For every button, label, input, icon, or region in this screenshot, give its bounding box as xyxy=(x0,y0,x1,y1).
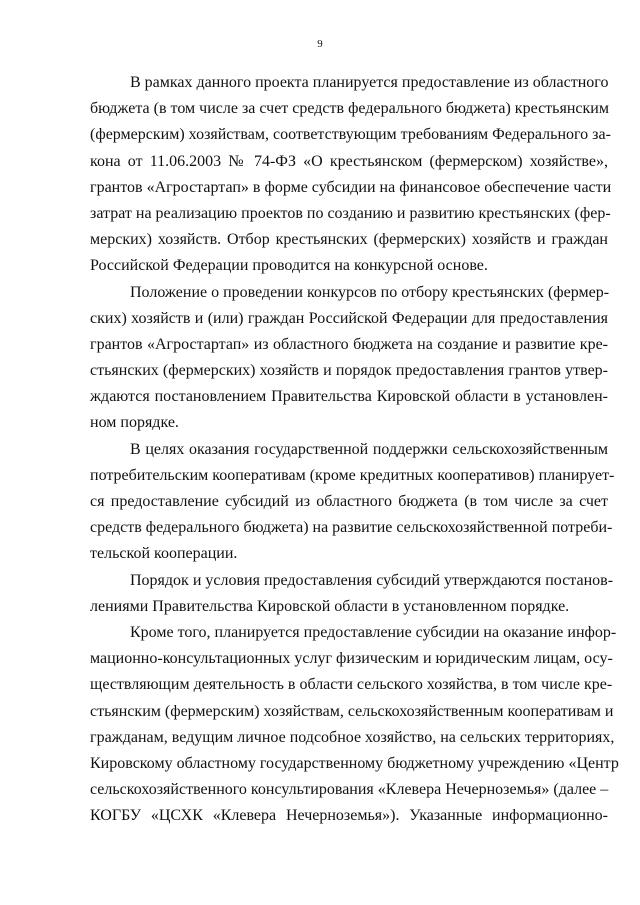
text-line: ждаются постановлением Правительства Кировской области в установлен- xyxy=(90,388,608,406)
paragraph xyxy=(90,620,619,830)
paragraph xyxy=(90,70,612,280)
text-line: В рамках данного проекта планируется предоставление из областного xyxy=(130,74,609,91)
text-line: стьянским (фермерским) хозяйствам, сельскохозяйственным кооперативам и xyxy=(90,702,614,720)
text-line: стьянских (фермерских) хозяйств и порядок предоставления грантов утвер- xyxy=(90,362,608,380)
text-line: В целях оказания государственной поддержки сельскохозяйственным xyxy=(130,440,608,458)
text-line: Кировскому областному государственному бюджетному учреждению «Центр xyxy=(90,754,619,772)
text-line: Российской Федерации проводится на конкурсной основе. xyxy=(90,257,488,275)
text-line: (фермерским) хозяйствам, соответствующим требованиям Федерального за- xyxy=(90,126,611,144)
paragraph xyxy=(90,437,615,568)
text-line: гражданам, ведущим личное подсобное хозяйство, на сельских территориях, xyxy=(90,728,615,746)
text-line: Порядок и условия предоставления субсидий утверждаются постанов- xyxy=(130,571,614,589)
text-line: грантов «Агростартап» в форме субсидии на финансовое обеспечение части xyxy=(90,178,612,196)
page-number: 9 xyxy=(317,38,323,50)
text-line: грантов «Агростартап» из областного бюджета на создание и развитие кре- xyxy=(90,335,608,353)
text-line: мерских) хозяйств. Отбор крестьянских (фермерских) хозяйств и граждан xyxy=(90,231,608,249)
text-line: лениями Правительства Кировской области в установленном порядке. xyxy=(90,597,570,615)
text-line: КОГБУ «ЦСХК «Клевера Нечерноземья»). Указанные информационно- xyxy=(90,807,608,825)
text-line: Положение о проведении конкурсов по отбору крестьянских (фермер- xyxy=(130,283,610,301)
text-line: тельской кооперации. xyxy=(90,545,238,563)
text-line: мационно-консультационных услуг физическим и юридическим лицам, осу- xyxy=(90,650,613,668)
text-line: потребительским кооперативам (кроме кредитных кооперативов) планирует- xyxy=(90,466,615,484)
text-line: кона от 11.06.2003 № 74-ФЗ «О крестьянском (фермерском) хозяйстве», xyxy=(90,152,608,170)
text-line: ских) хозяйств и (или) граждан Российской Федерации для предоставления xyxy=(90,309,608,327)
text-line: бюджета (в том числе за счет средств федерального бюджета) крестьянским xyxy=(90,100,609,118)
paragraph xyxy=(90,568,614,620)
text-line: средств федерального бюджета) на развитие сельскохозяйственной потреби- xyxy=(90,519,613,537)
text-line: Кроме того, планируется предоставление субсидии на оказание инфор- xyxy=(130,623,617,641)
paragraph xyxy=(90,280,608,437)
text-line: ся предоставление субсидий из областного бюджета (в том числе за счет xyxy=(90,493,608,510)
text-line: ном порядке. xyxy=(90,414,179,432)
text-line: ществляющим деятельность в области сельского хозяйства, в том числе кре- xyxy=(90,676,613,694)
text-line: сельскохозяйственного консультирования «Клевера Нечерноземья» (далее – xyxy=(90,781,609,799)
document-body xyxy=(90,70,619,829)
text-line: затрат на реализацию проектов по созданию и развитию крестьянских (фер- xyxy=(90,204,611,222)
